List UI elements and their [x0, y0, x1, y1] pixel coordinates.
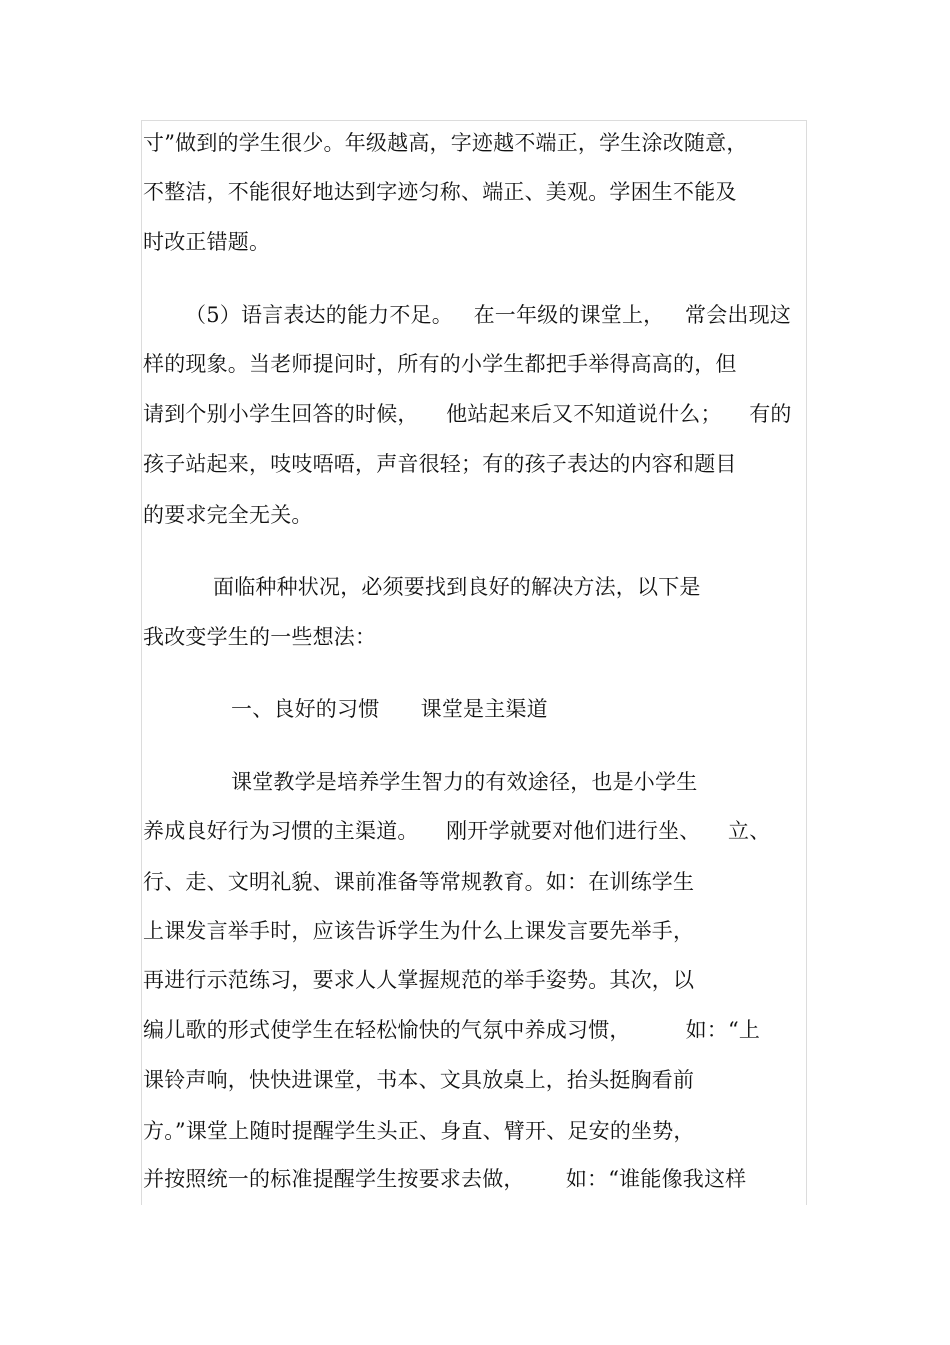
text-line: 孩子站起来，吱吱唔唔，声音很轻；有的孩子表达的内容和题目 [143, 452, 737, 476]
text-line: 我改变学生的一些想法： [143, 625, 377, 649]
text-line: 上课发言举手时，应该告诉学生为什么上课发言要先举手， [143, 919, 695, 943]
text-line: （5）语言表达的能力不足。 在一年级的课堂上， 常会出现这 [185, 303, 792, 327]
text-line: 样的现象。当老师提问时，所有的小学生都把手举得高高的，但 [143, 352, 737, 376]
text-line: 方。”课堂上随时提醒学生头正、身直、臂开、足安的坐势， [143, 1119, 695, 1143]
text-line: 课铃声响，快快进课堂，书本、文具放桌上，抬头挺胸看前 [143, 1068, 695, 1092]
text-line: 养成良好行为习惯的主渠道。 刚开学就要对他们进行坐、 立、 [143, 819, 771, 843]
text-line: 请到个别小学生回答的时候， 他站起来后又不知道说什么； 有的 [143, 402, 792, 426]
text-line: 编儿歌的形式使学生在轻松愉快的气氛中养成习惯， 如：“上 [143, 1018, 761, 1042]
text-line: 面临种种状况，必须要找到良好的解决方法，以下是 [213, 575, 701, 599]
text-line: 行、走、文明礼貌、课前准备等常规教育。如：在训练学生 [143, 870, 695, 894]
text-line: 的要求完全无关。 [143, 503, 313, 527]
text-line: 再进行示范练习，要求人人掌握规范的举手姿势。其次，以 [143, 968, 695, 992]
text-line: 并按照统一的标准提醒学生按要求去做， 如：“谁能像我这样 [143, 1167, 747, 1191]
text-line: 寸”做到的学生很少。年级越高，字迹越不端正，学生涂改随意， [143, 131, 748, 155]
text-line: 不整洁，不能很好地达到字迹匀称、端正、美观。学困生不能及 [143, 180, 737, 204]
section-heading: 一、良好的习惯 课堂是主渠道 [231, 697, 548, 721]
text-line: 时改正错题。 [143, 230, 271, 254]
text-line: 课堂教学是培养学生智力的有效途径，也是小学生 [231, 770, 698, 794]
